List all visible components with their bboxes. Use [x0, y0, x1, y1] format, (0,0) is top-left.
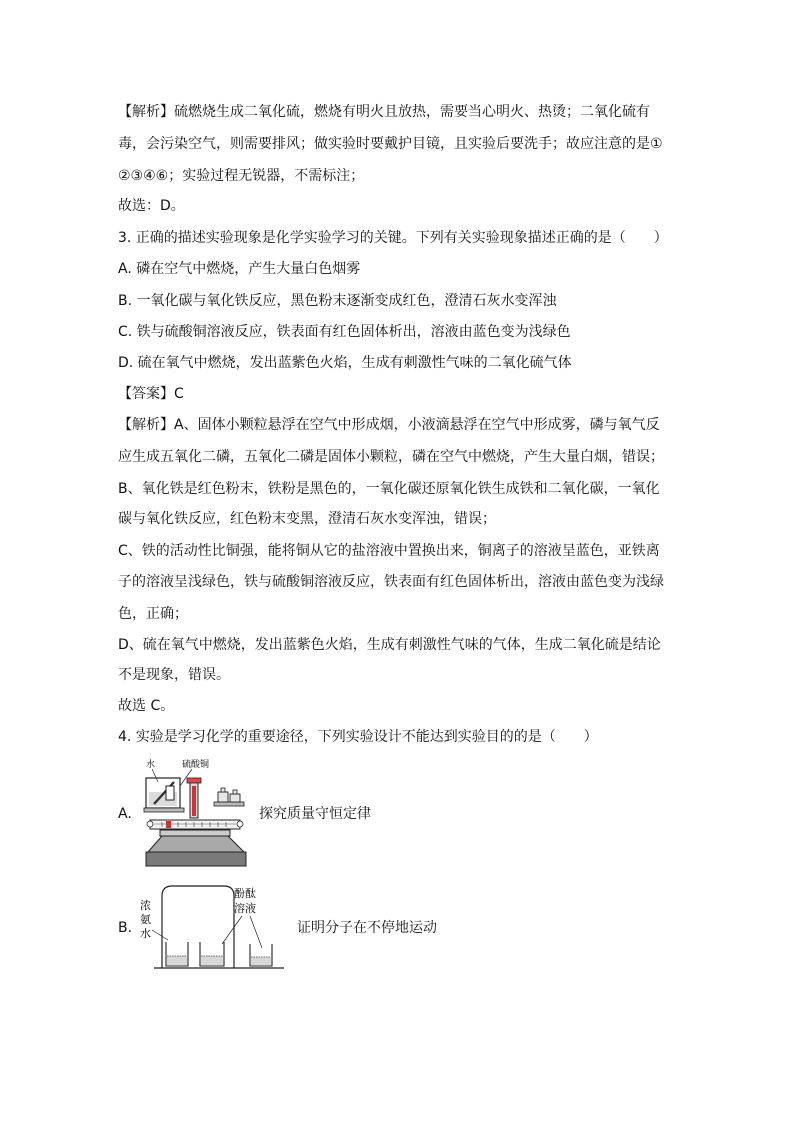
fig-label-water: 水: [146, 760, 156, 770]
q3-analysis-line-1: 【解析】A、固体小颗粒悬浮在空气中形成烟，小液滴悬浮在空气中形成雾，磷与氧气反: [118, 417, 660, 433]
q3-stem: 3. 正确的描述实验现象是化学实验学习的关键。下列有关实验现象描述正确的是（ ）: [118, 230, 668, 246]
fig-label-phenol-1: 酚酞: [234, 887, 256, 900]
fig-label-ammonia-1: 浓: [140, 899, 151, 912]
q3-analysis-line-5: C、铁的活动性比铜强，能将铜从它的盐溶液中置换出来，铜离子的溶液呈蓝色，亚铁离: [118, 543, 660, 559]
fig-label-ammonia-2: 氨: [140, 913, 151, 926]
q4-option-b-caption: 证明分子在不停地运动: [297, 920, 437, 936]
ammonia-diffusion-figure: [138, 882, 288, 974]
q3-option-c: C. 铁与硫酸铜溶液反应，铁表面有红色固体析出，溶液由蓝色变为浅绿色: [118, 324, 571, 340]
q3-option-a: A. 磷在空气中燃烧，产生大量白色烟雾: [118, 261, 361, 277]
q4-stem: 4. 实验是学习化学的重要途径，下列实验设计不能达到实验目的的是（ ）: [118, 729, 598, 745]
fig-label-cuso4: 硫酸铜: [182, 760, 210, 770]
q2-analysis-line-2: 毒，会污染空气，则需要排风；做实验时要戴护目镜，且实验后要洗手；故应注意的是①: [118, 136, 663, 152]
q3-analysis-line-7: 色，正确；: [118, 606, 188, 622]
q2-analysis-line-1: 【解析】硫燃烧生成二氧化硫，燃烧有明火且放热，需要当心明火、热烫；二氧化硫有: [118, 104, 650, 120]
q4-option-a-label: A.: [118, 806, 132, 822]
q3-analysis-line-6: 子的溶液呈浅绿色，铁与硫酸铜溶液反应，铁表面有红色固体析出，溶液由蓝色变为浅绿: [118, 574, 664, 590]
balance-apparatus-figure: [140, 756, 252, 874]
q4-option-b-label: B.: [118, 920, 133, 936]
q3-conclusion: 故选 C。: [118, 698, 175, 714]
q4-option-a-caption: 探究质量守恒定律: [259, 806, 371, 822]
q3-analysis-line-9: 不是现象，错误。: [118, 667, 230, 683]
q2-analysis-line-3: ②③④⑥；实验过程无锐器，不需标注；: [118, 168, 365, 184]
q3-answer: 【答案】C: [118, 386, 184, 402]
fig-label-phenol-2: 溶液: [234, 902, 256, 915]
q3-analysis-line-2: 应生成五氧化二磷，五氧化二磷是固体小颗粒，磷在空气中燃烧，产生大量白烟，错误；: [118, 449, 664, 465]
fig-label-ammonia-3: 水: [140, 927, 151, 940]
q3-analysis-line-8: D、硫在氧气中燃烧，发出蓝紫色火焰，生成有刺激性气味的气体，生成二氧化硫是结论: [118, 637, 661, 653]
q3-analysis-line-4: 碳与氧化铁反应，红色粉末变黑，澄清石灰水变浑浊，错误；: [118, 511, 496, 527]
q3-option-b: B. 一氧化碳与氧化铁反应，黑色粉末逐渐变成红色，澄清石灰水变浑浊: [118, 293, 557, 309]
q3-option-d: D. 硫在氧气中燃烧，发出蓝紫色火焰，生成有刺激性气味的二氧化硫气体: [118, 355, 572, 371]
q2-conclusion: 故选：D。: [118, 198, 185, 214]
q3-analysis-line-3: B、氧化铁是红色粉末，铁粉是黑色的，一氧化碳还原氧化铁生成铁和二氧化碳，一氧化: [118, 481, 660, 497]
